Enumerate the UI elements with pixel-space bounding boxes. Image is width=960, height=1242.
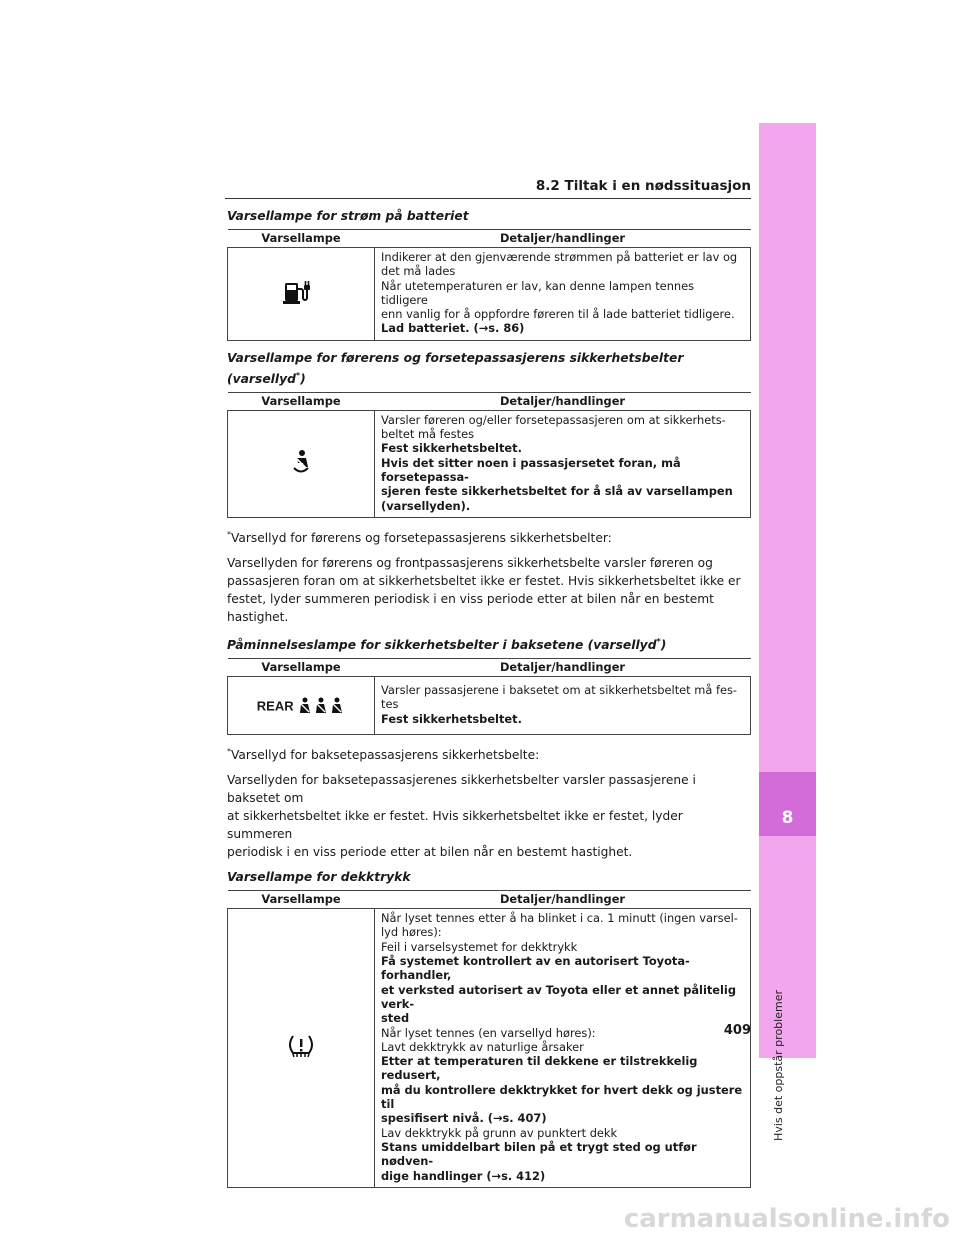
col-warning-lamp: Varsellampe <box>228 659 375 677</box>
seatbelt-front-section-title <box>227 349 751 388</box>
detail-line-bold: må du kontrollere dekktrykket for hvert dekk og justere til <box>381 1082 743 1112</box>
paragraph-rear <box>227 771 751 861</box>
tire-section-title: Varsellampe for dekktrykk <box>227 870 411 885</box>
detail-line-bold: Hvis det sitter noen i passasjersetet foran, må forsetepassa- <box>381 455 681 485</box>
footnote-text: Varsellyd for førerens og forsetepassasjerens sikkerhetsbelter: <box>231 531 612 546</box>
seatbelt-rear-section-title <box>227 633 751 654</box>
detail-line: Lavt dekktrykk av naturlige årsaker <box>381 1039 584 1054</box>
detail-line-bold: Stans umiddelbart bilen på et trygt sted og utfør nødven- <box>381 1139 697 1169</box>
footnote-front <box>227 526 751 547</box>
seatbelt-front-table <box>227 392 751 518</box>
detail-line-bold: dige handlinger (→s. 412) <box>381 1168 546 1183</box>
detail-line: Når lyset tennes etter å ha blinket i ca. 1 minutt (ingen varsel- <box>381 911 738 926</box>
footnote-marker: * <box>295 370 301 380</box>
chapter-label: Hvis det oppstår problemer <box>772 990 785 1141</box>
detail-line-bold: Fest sikkerhetsbeltet. <box>381 441 522 456</box>
battery-details <box>375 248 751 341</box>
detail-line-bold: Fest sikkerhetsbeltet. <box>381 711 522 726</box>
rear-label: REAR <box>256 698 294 714</box>
seatbelt-icon-cell <box>228 410 375 517</box>
rear-seatbelt-icon <box>297 696 345 716</box>
title-end: ) <box>300 371 306 386</box>
paragraph-line: festet, lyder summeren periodisk i en viss periode etter at bilen når en bestemt hastighet. <box>227 592 714 625</box>
detail-line-bold: sted <box>381 1011 410 1026</box>
tire-icon-cell <box>228 909 375 1188</box>
col-details: Detaljer/handlinger <box>375 659 751 677</box>
battery-table <box>227 229 751 341</box>
detail-line-bold: sjeren feste sikkerhetsbeltet for å slå av varsellampen <box>381 484 733 499</box>
chapter-number: 8 <box>781 808 794 828</box>
col-details: Detaljer/handlinger <box>375 230 751 248</box>
paragraph-line: Varsellyden for førerens og frontpassasjerens sikkerhetsbelte varsler føreren og <box>227 556 713 571</box>
seatbelt-icon <box>289 449 313 475</box>
detail-line-bold: et verksted autorisert av Toyota eller et annet pålitelig verk- <box>381 982 736 1011</box>
footnote-rear <box>227 743 751 764</box>
detail-line: lyd høres): <box>381 925 442 940</box>
battery-section-title: Varsellampe for strøm på batteriet <box>227 209 469 223</box>
page-content <box>227 207 751 1196</box>
col-details: Detaljer/handlinger <box>375 891 751 909</box>
footnote-text: Varsellyd for baksetepassasjerens sikkerhetsbelte: <box>231 748 540 763</box>
detail-line: Varsler passasjerene i baksetet om at sikkerhetsbeltet må fes- <box>381 683 738 698</box>
battery-action-link[interactable]: Lad batteriet. (→s. 86) <box>381 321 525 336</box>
tire-pressure-icon <box>287 1033 315 1059</box>
page-number: 409 <box>723 1023 751 1038</box>
detail-line: Lav dekktrykk på grunn av punktert dekk <box>381 1125 618 1140</box>
detail-line: Indikerer at den gjenværende strømmen på batteriet er lav og <box>381 250 738 264</box>
title-end: ) <box>660 638 667 653</box>
tire-details <box>375 909 751 1188</box>
section-header: 8.2 Tiltak i en nødssituasjon <box>225 178 751 199</box>
detail-line: Når utetemperaturen er lav, kan denne lampen tennes tidligere <box>381 278 695 307</box>
paragraph-front <box>227 554 751 626</box>
seatbelt-rear-table <box>227 658 751 735</box>
col-warning-lamp: Varsellampe <box>228 230 375 248</box>
detail-line: det må lades <box>381 264 456 279</box>
seatbelt-rear-details <box>375 677 751 735</box>
detail-line-bold: Få systemet kontrollert av en autorisert Toyota-forhandler, <box>381 954 690 983</box>
detail-line: enn vanlig for å oppfordre føreren til å lade batteriet tidligere. <box>381 307 735 322</box>
footnote-marker: * <box>227 747 231 757</box>
seatbelt-front-title-text: Varsellampe for førerens og forsetepassasjerens sikkerhetsbelter (varsellyd <box>227 350 684 386</box>
paragraph-line: Varsellyden for baksetepassasjerenes sikkerhetsbelter varsler passasjerene i baksetet om <box>227 773 696 806</box>
detail-line: beltet må festes <box>381 427 475 442</box>
tire-table <box>227 890 751 1188</box>
detail-line: Feil i varselsystemet for dekktrykk <box>381 939 578 954</box>
paragraph-line: at sikkerhetsbeltet ikke er festet. Hvis sikkerhetsbeltet ikke er festet, lyder summeren <box>227 809 683 842</box>
chapter-number-tab[interactable] <box>759 772 816 836</box>
watermark: carmanualsonline.info <box>623 1204 950 1234</box>
detail-line-bold: Etter at temperaturen til dekkene er tilstrekkelig redusert, <box>381 1054 698 1083</box>
paragraph-line: passasjeren foran om at sikkerhetsbeltet ikke er festet. Hvis sikkerhetsbeltet ikke er <box>227 574 741 589</box>
detail-line: Varsler føreren og/eller forsetepassasjeren om at sikkerhets- <box>381 412 726 427</box>
seatbelt-rear-title-text: Påminnelseslampe for sikkerhetsbelter i baksetene (varsellyd <box>227 638 657 653</box>
col-warning-lamp: Varsellampe <box>228 891 375 909</box>
rear-seatbelt-icon-cell <box>228 677 375 735</box>
detail-line-bold: spesifisert nivå. (→s. 407) <box>381 1111 547 1126</box>
footnote-marker: * <box>227 529 231 539</box>
chapter-side-tab <box>759 123 816 1058</box>
paragraph-line: periodisk i en viss periode etter at bilen når en bestemt hastighet. <box>227 845 633 860</box>
seatbelt-front-details <box>375 410 751 517</box>
detail-line: Når lyset tennes (en varsellyd høres): <box>381 1025 596 1040</box>
detail-line-bold: (varsellyden). <box>381 498 471 513</box>
battery-icon-cell <box>228 248 375 341</box>
footnote-marker: * <box>656 637 661 647</box>
col-details: Detaljer/handlinger <box>375 392 751 410</box>
ev-charge-icon <box>281 277 321 307</box>
col-warning-lamp: Varsellampe <box>228 392 375 410</box>
detail-line: tes <box>381 697 399 712</box>
